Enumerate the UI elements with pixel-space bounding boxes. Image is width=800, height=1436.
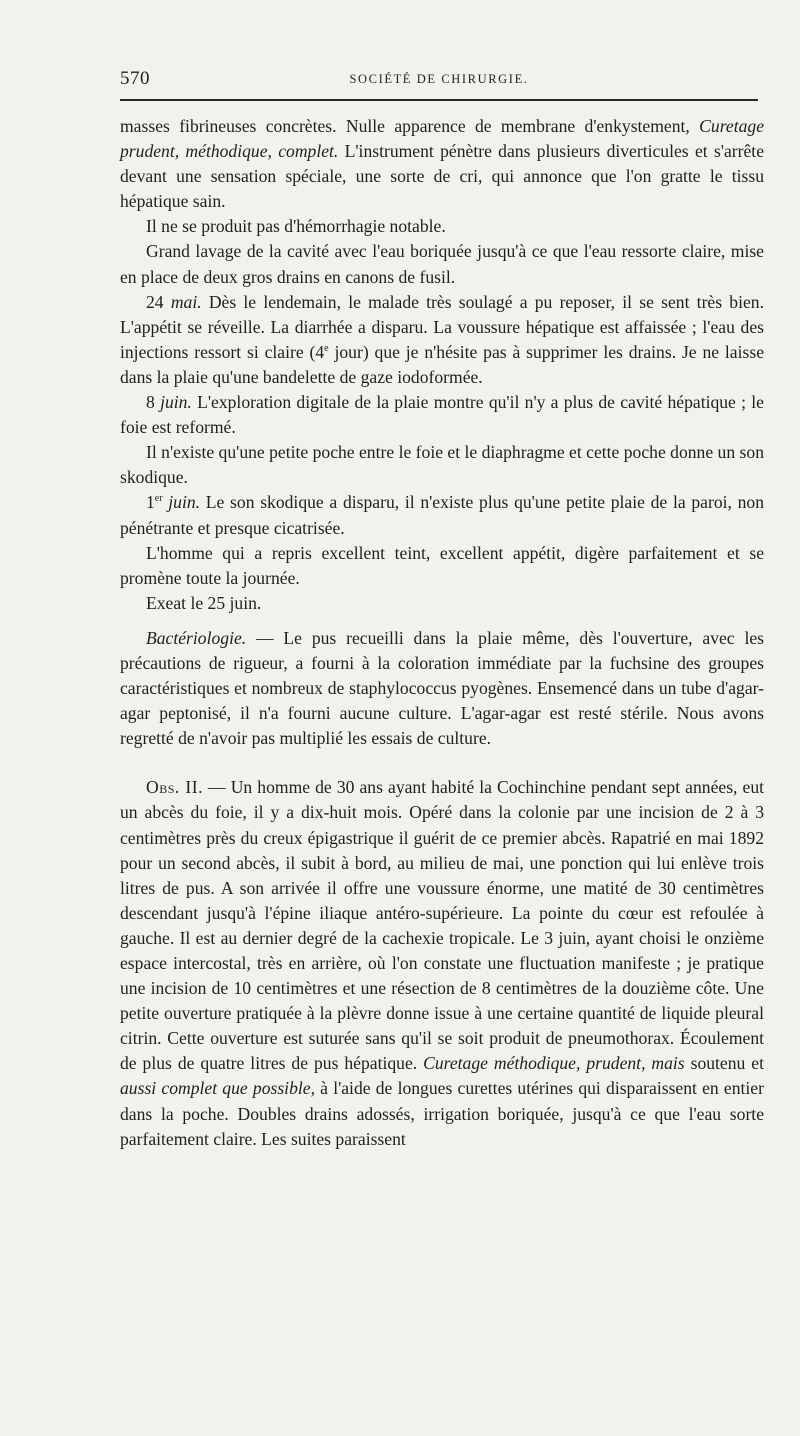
paragraph-lavage: Grand lavage de la cavité avec l'eau boriquée jusqu'à ce que l'eau ressorte claire, mise en place de deux gros drains en canons de fusil. bbox=[120, 241, 764, 287]
spacer bbox=[120, 616, 764, 626]
running-head: SOCIÉTÉ DE CHIRURGIE. bbox=[349, 72, 529, 86]
body-text bbox=[120, 114, 764, 1152]
paragraph-1er-juin: 1er juin. Le son skodique a disparu, il n'existe plus qu'une petite plaie de la paroi, non pénétrante et presque cicatrisée. bbox=[120, 492, 764, 538]
paragraph-poche: Il n'existe qu'une petite poche entre le foie et le diaphragme et cette poche donne un son skodique. bbox=[120, 442, 764, 488]
spacer bbox=[120, 751, 764, 775]
page-number: 570 bbox=[120, 68, 150, 89]
paragraph-continuation: masses fibrineuses concrètes. Nulle apparence de membrane d'enkystement, Curetage prudent, méthodique, complet. L'instrument pénètre dans plusieurs diverticules et s'arrête devant une sensation spéciale, une sorte de cri, qui annonce que l'on gratte le tissu hépatique sain. bbox=[120, 116, 764, 212]
header-rule bbox=[120, 99, 758, 101]
paragraph-bacteriologie: Bactériologie. — Le pus recueilli dans la plaie même, dès l'ouverture, avec les précautions de rigueur, a fourni à la coloration immédiate par la fuchsine des groupes caractéristiques et nombreux de staphylococcus pyogènes. Ensemencé dans un tube d'agar-agar peptonisé, il n'a fourni aucune culture. L'agar-agar est resté stérile. Nous avons regretté de n'avoir pas multiplié les essais de culture. bbox=[120, 627, 764, 749]
paragraph-8-juin: 8 juin. L'exploration digitale de la plaie montre qu'il n'y a plus de cavité hépatique ; le foie est reformé. bbox=[120, 392, 764, 438]
page-header bbox=[120, 68, 758, 96]
paragraph-hemorrhage: Il ne se produit pas d'hémorrhagie notable. bbox=[146, 216, 446, 237]
paragraph-obs-ii: Obs. II. — Un homme de 30 ans ayant habité la Cochinchine pendant sept années, eut un abcès du foie, il y a dix-huit mois. Opéré dans la colonie par une incision de 2 à 3 centimètres près du creux épigastrique il guérit de ce premier abcès. Rapatrié en mai 1892 pour un second abcès, il subit à bord, au milieu de mai, une ponction qui lui enlève trois litres de pus. A son arrivée il offre une voussure énorme, une matité de 30 centimètres descendant jusqu'à l'épine iliaque antéro-supérieure. La pointe du cœur est refoulée à gauche. Il est au dernier degré de la cachexie tropicale. Le 3 juin, ayant choisi le onzième espace intercostal, très en arrière, où l'on constate une fluctuation manifeste ; je pratique une incision de 10 centimètres et une résection de 8 centimètres de la douzième côte. Une petite ouverture pratiquée à la plèvre donne issue à une certaine quantité de liquide pleural citrin. Cette ouverture est suturée sans qu'il se soit produit de pneumothorax. Écoulement de plus de quatre litres de pus hépatique. Curetage méthodique, prudent, mais soutenu et aussi complet que possible, à l'aide de longues curettes utérines qui disparaissent en entier dans la poche. Doubles drains adossés, irrigation boriquée, jusqu'à ce que l'eau sorte parfaitement claire. Les suites paraissent bbox=[120, 777, 765, 1149]
paragraph-exeat: Exeat le 25 juin. bbox=[146, 592, 262, 613]
paragraph-24-mai: 24 mai. Dès le lendemain, le malade très soulagé a pu reposer, il se sent très bien. L'appétit se réveille. La diarrhée a disparu. La voussure hépatique est affaissée ; l'eau des injections ressort si claire (4e jour) que je n'hésite pas à supprimer les drains. Je ne laisse dans la plaie qu'une bandelette de gaze iodoformée. bbox=[120, 291, 764, 387]
paragraph-recovery: L'homme qui a repris excellent teint, excellent appétit, digère parfaitement et se promène toute la journée. bbox=[120, 542, 764, 588]
